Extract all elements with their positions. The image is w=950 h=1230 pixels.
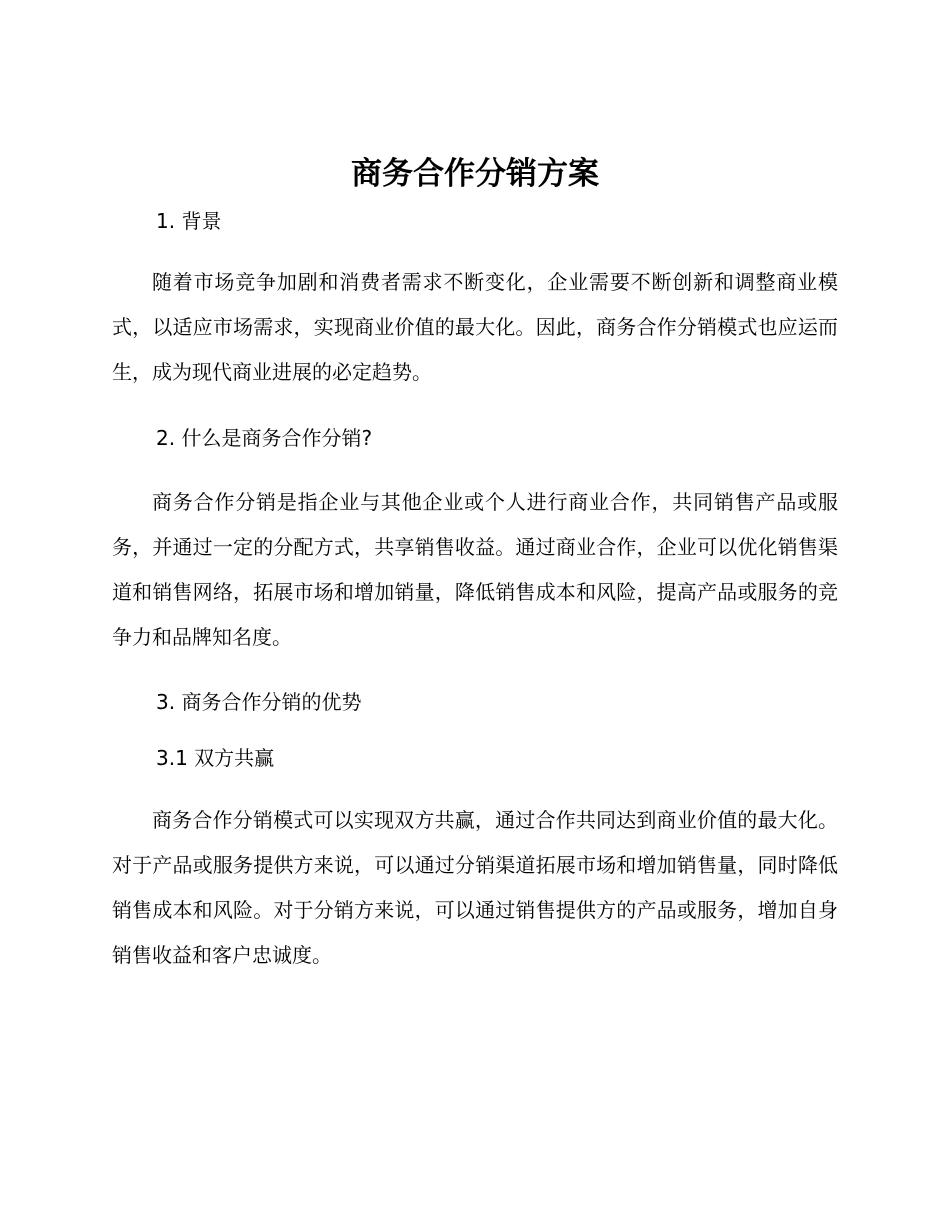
paragraph-background: 随着市场竞争加剧和消费者需求不断变化，企业需要不断创新和调整商业模式，以适应市场需求，实现商业价值的最大化。因此，商务合作分销模式也应运而生，成为现代商业进展的必定趋势。 xyxy=(112,270,838,384)
paragraph-win-win: 商务合作分销模式可以实现双方共赢，通过合作共同达到商业价值的最大化。对于产品或服务提供方来说，可以通过分销渠道拓展市场和增加销售量，同时降低销售成本和风险。对于分销方来说，可以通过销售提供方的产品或服务，增加自身销售收益和客户忠诚度。 xyxy=(112,808,838,967)
paragraph-what-is: 商务合作分销是指企业与其他企业或个人进行商业合作，共同销售产品或服务，并通过一定的分配方式，共享销售收益。通过商业合作，企业可以优化销售渠道和销售网络，拓展市场和增加销量，降低销售成本和风险，提高产品或服务的竞争力和品牌知名度。 xyxy=(112,490,838,649)
document-title: 商务合作分销方案 xyxy=(351,156,599,192)
section-heading-advantages: 3. 商务合作分销的优势 xyxy=(156,690,362,714)
section-heading-background: 1. 背景 xyxy=(156,209,222,233)
section-heading-what-is: 2. 什么是商务合作分销? xyxy=(156,426,373,450)
subsection-heading-win-win: 3.1 双方共赢 xyxy=(156,746,275,770)
